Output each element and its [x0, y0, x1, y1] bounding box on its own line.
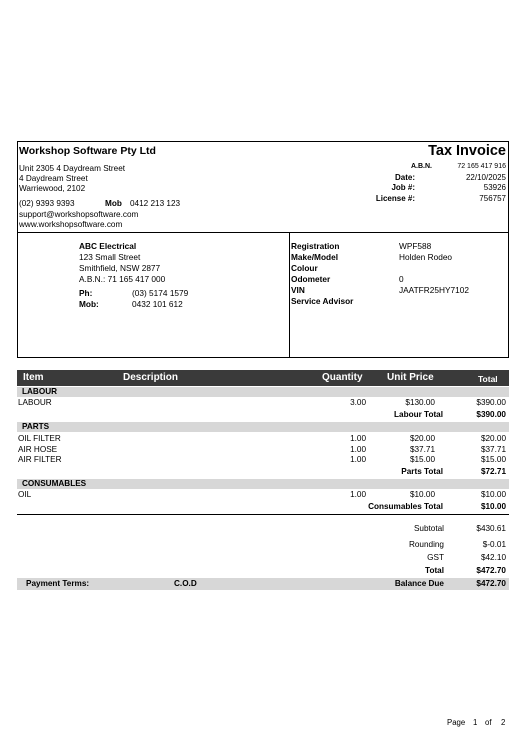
total-value: $472.70 — [476, 566, 506, 575]
payment-terms-value: C.O.D — [174, 579, 197, 588]
table-row-qty: 1.00 — [350, 490, 366, 499]
table-row-total: $10.00 — [480, 490, 506, 499]
rounding-label: Rounding — [408, 540, 444, 549]
license-label: License #: — [375, 194, 415, 203]
table-row-qty: 1.00 — [350, 445, 366, 454]
registration-value: WPF588 — [399, 241, 432, 251]
table-row-item: OIL FILTER — [18, 434, 61, 443]
labour-total-value: $390.00 — [476, 410, 506, 419]
customer-mob: 0432 101 612 — [132, 299, 183, 309]
customer-abn: A.B.N.: 71 165 417 000 — [79, 274, 166, 284]
section-title-labour: LABOUR — [22, 387, 58, 396]
payment-terms-label: Payment Terms: — [26, 579, 90, 588]
make-model-label: Make/Model — [291, 252, 339, 262]
document-title: Tax Invoice — [428, 143, 506, 159]
col-header-unit-price: Unit Price — [387, 372, 434, 383]
registration-label: Registration — [291, 241, 340, 251]
page-count: 2 — [501, 718, 506, 727]
job-value: 53926 — [483, 183, 506, 192]
page-of-label: of — [485, 718, 492, 727]
table-row-item: AIR HOSE — [18, 445, 58, 454]
rounding-value: $-0.01 — [482, 540, 506, 549]
table-row-qty: 3.00 — [350, 398, 366, 407]
table-row-qty: 1.00 — [350, 455, 366, 464]
labour-total-label: Labour Total — [394, 410, 443, 419]
customer-street: 123 Small Street — [79, 252, 141, 262]
table-row-item: LABOUR — [18, 398, 52, 407]
customer-vehicle-divider — [289, 232, 290, 358]
balance-due-label: Balance Due — [394, 579, 444, 588]
date-label: Date: — [394, 173, 415, 182]
gst-label: GST — [427, 553, 444, 562]
table-header-bar — [17, 370, 509, 386]
balance-due-value: $472.70 — [476, 579, 506, 588]
company-mob: 0412 213 123 — [130, 199, 181, 208]
table-row-price: $37.71 — [409, 445, 435, 454]
make-model-value: Holden Rodeo — [399, 252, 453, 262]
items-bottom-rule — [17, 514, 509, 515]
table-row-total: $37.71 — [480, 445, 506, 454]
col-header-quantity: Quantity — [322, 372, 363, 383]
table-row-price: $10.00 — [409, 490, 435, 499]
section-bar-labour — [17, 387, 509, 397]
consumables-total-value: $10.00 — [480, 502, 506, 511]
section-bar-parts — [17, 422, 509, 432]
section-title-parts: PARTS — [22, 422, 50, 431]
subtotal-label: Subtotal — [413, 524, 444, 533]
page-label: Page — [447, 718, 466, 727]
company-email: support@workshopsoftware.com — [19, 210, 139, 219]
company-name: Workshop Software Pty Ltd — [19, 145, 156, 157]
job-label: Job #: — [391, 183, 415, 192]
total-label: Total — [425, 566, 444, 575]
table-row-item: OIL — [18, 490, 32, 499]
odometer-label: Odometer — [291, 274, 331, 284]
gst-value: $42.10 — [480, 553, 506, 562]
parts-total-value: $72.71 — [480, 467, 506, 476]
table-row-item: AIR FILTER — [18, 455, 62, 464]
table-row-qty: 1.00 — [350, 434, 366, 443]
section-title-consumables: CONSUMABLES — [22, 479, 87, 488]
company-address-line-3: Warriewood, 2102 — [19, 184, 86, 193]
page-number: 1 — [473, 718, 478, 727]
vin-label: VIN — [291, 285, 305, 295]
parts-total-label: Parts Total — [401, 467, 443, 476]
company-address-line-1: Unit 2305 4 Daydream Street — [19, 164, 126, 173]
date-value: 22/10/2025 — [465, 173, 506, 182]
col-header-item: Item — [23, 372, 44, 383]
customer-name: ABC Electrical — [79, 241, 137, 251]
company-mob-label: Mob — [105, 199, 122, 208]
table-row-total: $15.00 — [480, 455, 506, 464]
customer-ph-label: Ph: — [79, 288, 93, 298]
abn-label: A.B.N. — [411, 163, 432, 170]
table-row-price: $130.00 — [405, 398, 435, 407]
abn-value: 72 165 417 916 — [457, 163, 506, 170]
company-address-line-2: 4 Daydream Street — [19, 174, 88, 183]
company-website: www.workshopsoftware.com — [19, 220, 123, 229]
col-header-description: Description — [123, 372, 179, 383]
vin-value: JAATFR25HY7102 — [399, 285, 469, 295]
table-row-price: $20.00 — [409, 434, 435, 443]
customer-suburb: Smithfield, NSW 2877 — [79, 263, 161, 273]
col-header-total: Total — [478, 374, 498, 384]
consumables-total-label: Consumables Total — [368, 502, 443, 511]
colour-label: Colour — [291, 263, 318, 273]
table-row-price: $15.00 — [409, 455, 435, 464]
customer-ph: (03) 5174 1579 — [132, 288, 189, 298]
subtotal-value: $430.61 — [476, 524, 506, 533]
customer-mob-label: Mob: — [79, 299, 99, 309]
company-phone: (02) 9393 9393 — [19, 199, 75, 208]
license-value: 756757 — [479, 194, 506, 203]
service-advisor-label: Service Advisor — [291, 296, 354, 306]
section-bar-consumables — [17, 479, 509, 489]
table-row-total: $20.00 — [480, 434, 506, 443]
odometer-value: 0 — [399, 274, 404, 284]
table-row-total: $390.00 — [476, 398, 506, 407]
